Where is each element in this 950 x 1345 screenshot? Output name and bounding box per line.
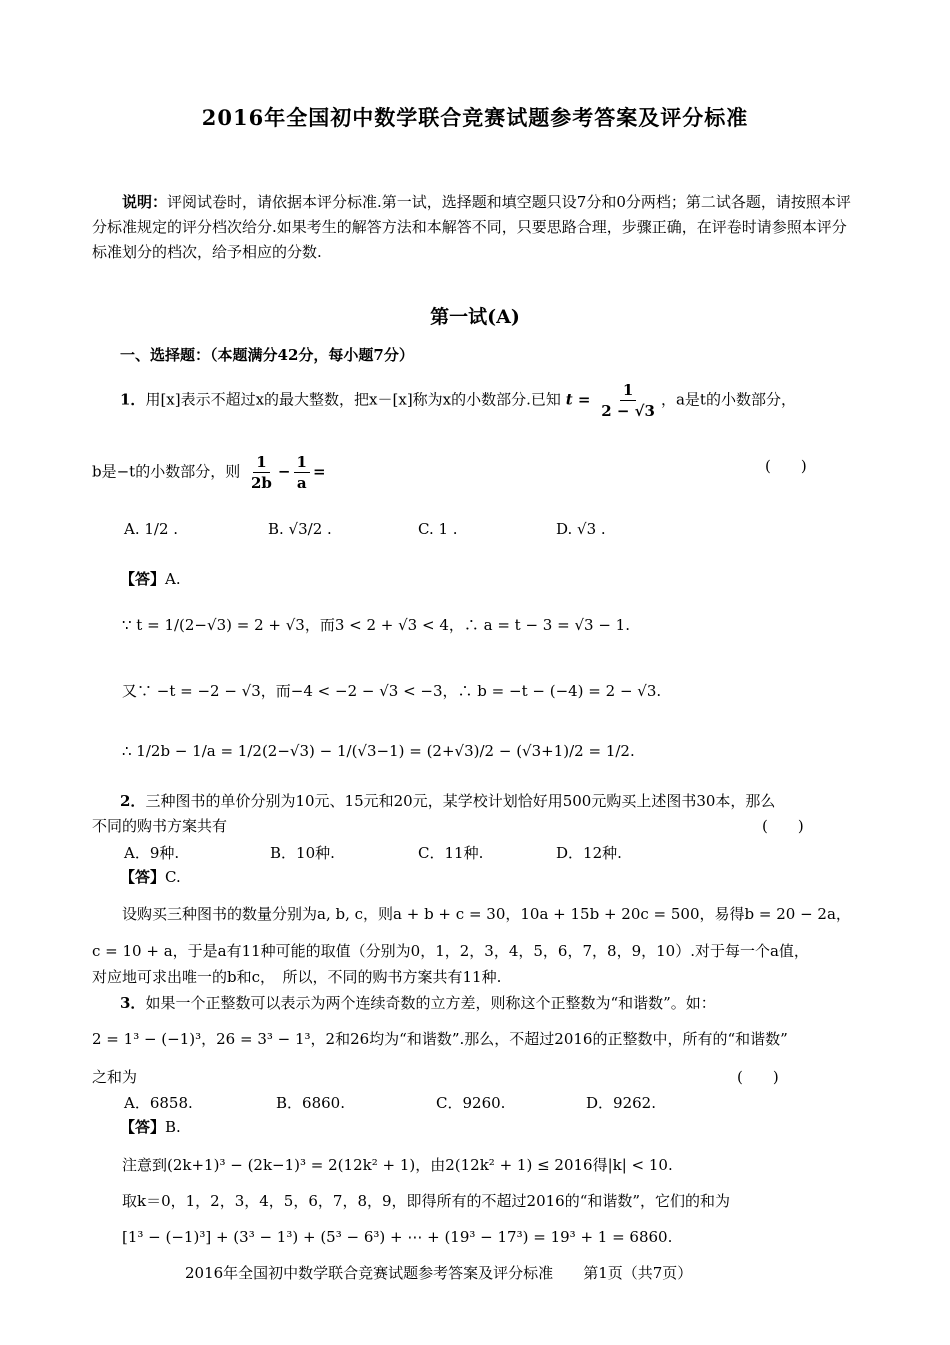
note-text: 评阅试卷时，请依据本评分标准.第一试，选择题和填空题只设7分和0分两档；第二试各题，请按照本评分标准规定的评分档次给分.如果考生的解答方法和本解答不同，只要思路合理，步骤正确，在评卷时请参照本评分标准划分的档次，给予相应的分数.: [92, 193, 851, 261]
q1-fraction: [598, 380, 658, 421]
q2-answer-paren: ( ): [762, 817, 804, 835]
q1-frac-num: 1: [620, 380, 636, 401]
q1-answer-label: 【答】: [120, 570, 166, 588]
q1-solution-2: 又∵ −t = −2 − √3，而−4 < −2 − √3 < −3，∴ b = −t − (−4) = 2 − √3.: [122, 682, 662, 700]
q1-option-c: C. 1 .: [418, 520, 458, 538]
q2-solution-1: 设购买三种图书的数量分别为a, b, c，则a + b + c = 30，10a + 15b + 20c = 500，易得b = 20 − 2a，: [122, 905, 851, 923]
q1-answer-value: A.: [165, 570, 181, 588]
q3-option-d: D．9262.: [586, 1094, 656, 1112]
q3-text: 如果一个正整数可以表示为两个连续奇数的立方差，则称这个正整数为“和谐数”。如：: [145, 994, 716, 1012]
q1-solution-3: ∴ 1/2b − 1/a = 1/2(2−√3) − 1/(√3−1) = (2+√3)/2 − (√3+1)/2 = 1/2.: [122, 742, 635, 760]
q2-line1: [120, 790, 950, 811]
q1-option-b: B. √3/2 .: [268, 520, 332, 538]
q3-answer-label: 【答】: [120, 1118, 166, 1136]
q2-number: 2．: [120, 792, 146, 810]
q2-solution-3: 对应地可求出唯一的b和c， 所以，不同的购书方案共有11种.: [92, 968, 502, 986]
page-footer: [185, 1262, 950, 1283]
section-title: 第一试(A): [430, 306, 520, 328]
page-title: 2016年全国初中数学联合竞赛试题参考答案及评分标准: [201, 105, 749, 130]
subsection-title: 一、选择题：（本题满分42分，每小题7分）: [120, 346, 414, 364]
q2-answer-label: 【答】: [120, 868, 166, 886]
note-label: 说明：: [122, 193, 168, 211]
q3-option-b: B．6860.: [276, 1094, 345, 1112]
q2-line2: 不同的购书方案共有: [92, 817, 228, 835]
q1-frac-den: 2 − √3: [601, 402, 655, 420]
q2-option-d: D．12种.: [556, 844, 622, 862]
q2-option-a: A．9种.: [124, 844, 180, 862]
q3-answer-value: B.: [165, 1118, 181, 1136]
q3-option-c: C．9260.: [436, 1094, 506, 1112]
q1-option-a: A. 1/2 .: [124, 520, 179, 538]
q3-solution-2: 取k＝0，1，2，3，4，5，6，7，8，9，即得所有的不超过2016的“和谐数”，它们的和为: [122, 1192, 731, 1210]
q1-answer: [120, 568, 950, 589]
q1-line2: b是−t的小数部分，则 $\frac{1}{2b}$ − $\frac{1}{a}$ =: [92, 453, 326, 492]
q3-line1: [120, 992, 950, 1013]
q1-option-d: D. √3 .: [556, 520, 606, 538]
q1-line2-text: b是−t的小数部分，则: [92, 462, 241, 481]
q1-t-eq: t =: [565, 390, 591, 409]
q3-solution-1: 注意到(2k+1)³ − (2k−1)³ = 2(12k² + 1)，由2(12k² + 1) ≤ 2016得|k| < 10.: [122, 1156, 673, 1174]
q1-frac-1-2b: $\frac{1}{2b}$: [250, 453, 272, 492]
q3-answer: [120, 1116, 950, 1137]
q2-answer: [120, 866, 950, 887]
q1-line1: [120, 380, 950, 421]
q2-option-b: B．10种.: [270, 844, 335, 862]
q2-answer-value: C.: [165, 868, 181, 886]
q2-option-c: C．11种.: [418, 844, 484, 862]
q1-frac-1-a: $\frac{1}{a}$: [294, 452, 310, 493]
q3-number: 3．: [120, 994, 146, 1012]
q1-text-b: ，a是t的小数部分，: [660, 390, 796, 409]
footer-page: 第1页（共7页）: [583, 1264, 693, 1282]
q3-option-a: A．6858.: [124, 1094, 193, 1112]
q3-line2: 2 = 1³ − (−1)³，26 = 3³ − 1³，2和26均为“和谐数”.那么，不超过2016的正整数中，所有的“和谐数”: [92, 1030, 788, 1048]
q2-solution-2: c = 10 + a，于是a有11种可能的取值（分别为0，1，2，3，4，5，6，7，8，9，10）.对于每一个a值，: [92, 942, 809, 960]
q1-text-a: 用[x]表示不超过x的最大整数，把x－[x]称为x的小数部分.已知: [145, 390, 561, 409]
footer-title: 2016年全国初中数学联合竞赛试题参考答案及评分标准: [185, 1264, 554, 1282]
q1-solution-1: ∵ t = 1/(2−√3) = 2 + √3，而3 < 2 + √3 < 4，∴ a = t − 3 = √3 − 1.: [122, 616, 630, 634]
scoring-note: [92, 190, 858, 265]
q3-line3: 之和为: [92, 1068, 138, 1086]
q1-answer-paren: ( ): [765, 457, 807, 475]
q2-text: 三种图书的单价分别为10元、15元和20元，某学校计划恰好用500元购买上述图书30本，那么: [145, 792, 776, 810]
q1-number: 1．: [120, 390, 146, 409]
q3-solution-3: [1³ − (−1)³] + (3³ − 1³) + (5³ − 6³) + ⋯ + (19³ − 17³) = 19³ + 1 = 6860.: [122, 1228, 673, 1246]
q3-answer-paren: ( ): [737, 1068, 779, 1086]
